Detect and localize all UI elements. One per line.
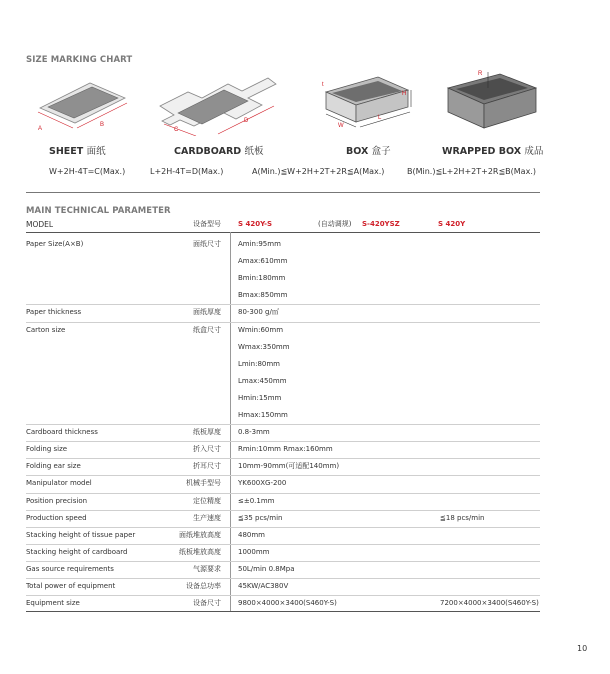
sheet-label-a: A (38, 126, 43, 132)
section-divider (26, 192, 540, 193)
row-divider (26, 544, 540, 545)
row-label-cn: 设备总功率 (186, 582, 221, 590)
page-number: 10 (577, 644, 588, 653)
cardboard-label-d: D (244, 118, 249, 124)
row-value: Bmin:180mm (238, 274, 286, 283)
row-label: Folding size (26, 445, 68, 454)
row-value: Hmin:15mm (238, 393, 282, 402)
row-label: Production speed (26, 513, 87, 522)
row-label: Paper thickness (26, 308, 82, 317)
row-label: Gas source requirements (26, 564, 114, 573)
box-label-h: H (402, 91, 407, 97)
row-value: YK600XG-200 (238, 479, 287, 488)
header-divider (26, 232, 540, 233)
table-bottom-line (26, 611, 540, 612)
wrapped-label-r: R (478, 71, 483, 77)
cardboard-label-c: C (174, 127, 179, 133)
wrapped-box-title: WRAPPED BOX 成品 (442, 146, 544, 157)
row-value: 45KW/AC380V (238, 582, 289, 590)
row-label-cn: 面纸尺寸 (193, 240, 221, 248)
row-value: Lmin:80mm (238, 359, 281, 368)
header-auto: (自动调规) (318, 220, 352, 228)
row-label-cn: 折入尺寸 (193, 445, 221, 454)
header-model-1: S 420Y-S (238, 220, 273, 228)
row-divider (26, 527, 540, 528)
header-model-cn: 设备型号 (193, 220, 221, 228)
row-value: Rmin:10mm Rmax:160mm (238, 445, 333, 454)
row-divider (26, 561, 540, 562)
box-label-l: L (378, 115, 382, 121)
row-value: Hmax:150mm (238, 411, 288, 419)
row-divider (26, 458, 540, 459)
row-label-cn: 机械手型号 (186, 479, 221, 488)
box-label-t: t (322, 82, 324, 88)
row-divider (26, 595, 540, 596)
sheet-figure (30, 78, 130, 133)
box-figure (318, 72, 418, 134)
row-divider (26, 322, 540, 323)
row-label-cn: 气源要求 (193, 564, 221, 573)
row-divider (26, 475, 540, 476)
row-value: Wmin:60mm (238, 325, 284, 334)
box-formula: A(Min.)≦W+2H+2T+2R≦A(Max.) (252, 167, 385, 176)
sheet-formula: W+2H-4T=C(Max.) (49, 167, 126, 176)
cardboard-figure (158, 76, 278, 136)
row-value: Lmax:450mm (238, 376, 287, 385)
box-title: BOX 盒子 (346, 146, 391, 157)
row-label: Carton size (26, 325, 66, 334)
row-label: Stacking height of cardboard (26, 547, 128, 556)
row-label-cn: 纸盒尺寸 (193, 325, 221, 334)
sheet-label-b: B (100, 122, 105, 128)
size-chart-title: SIZE MARKING CHART (26, 55, 133, 65)
row-label: Total power of equipment (26, 582, 116, 590)
row-value: 9800×4000×3400(S460Y-S) (238, 599, 337, 608)
header-model-3: S 420Y (438, 220, 466, 228)
row-label-cn: 面纸堆放高度 (179, 530, 221, 539)
row-divider (26, 578, 540, 579)
row-divider (26, 493, 540, 494)
row-divider (26, 510, 540, 511)
header-model-2: S-420YSZ (362, 220, 400, 228)
row-value: 80-300 g/㎡ (238, 308, 279, 317)
wrapped-box-formula: B(Min.)≦L+2H+2T+2R≦B(Max.) (407, 167, 536, 176)
sheet-title: SHEET 面纸 (49, 146, 106, 157)
row-label: Paper Size(A×B) (26, 240, 84, 248)
row-divider (26, 304, 540, 305)
row-label-cn: 定位精度 (193, 496, 221, 505)
row-label: Equipment size (26, 599, 80, 608)
row-label: Cardboard thickness (26, 428, 98, 437)
header-model: MODEL (26, 220, 54, 229)
row-value: 1000mm (238, 547, 270, 556)
row-label-cn: 纸板堆放高度 (179, 547, 221, 556)
row-value: ≦35 pcs/min (238, 513, 283, 522)
row-value: 480mm (238, 530, 265, 539)
row-label-cn: 纸板厚度 (193, 428, 221, 437)
row-value: ≤±0.1mm (238, 496, 275, 505)
row-value: Amax:610mm (238, 257, 288, 266)
row-divider (26, 441, 540, 442)
row-label-cn: 折耳尺寸 (193, 462, 221, 471)
row-label: Folding ear size (26, 462, 81, 471)
cardboard-title: CARDBOARD 纸板 (174, 146, 264, 157)
row-value-2: 7200×4000×3400(S460Y-S) (440, 599, 539, 608)
box-label-w: W (338, 123, 344, 129)
row-label-cn: 面纸厚度 (193, 308, 221, 317)
row-label: Position precision (26, 496, 88, 505)
row-value: Wmax:350mm (238, 342, 290, 351)
wrapped-box-figure (444, 66, 544, 134)
tech-title: MAIN TECHNICAL PARAMETER (26, 206, 171, 216)
row-label: Stacking height of tissue paper (26, 530, 136, 539)
row-label-cn: 设备尺寸 (193, 599, 221, 608)
cardboard-formula: L+2H-4T=D(Max.) (150, 167, 224, 176)
row-divider (26, 424, 540, 425)
row-label: Manipulator model (26, 479, 92, 488)
row-label-cn: 生产速度 (193, 513, 221, 522)
row-value: Amin:95mm (238, 240, 281, 248)
row-value: 50L/min 0.8Mpa (238, 564, 295, 573)
row-value: Bmax:850mm (238, 291, 288, 300)
column-divider (230, 232, 231, 612)
row-value: 0.8-3mm (238, 428, 270, 437)
row-value: 10mm-90mm(可适配140mm) (238, 462, 340, 471)
row-value-2: ≦18 pcs/min (440, 513, 485, 522)
